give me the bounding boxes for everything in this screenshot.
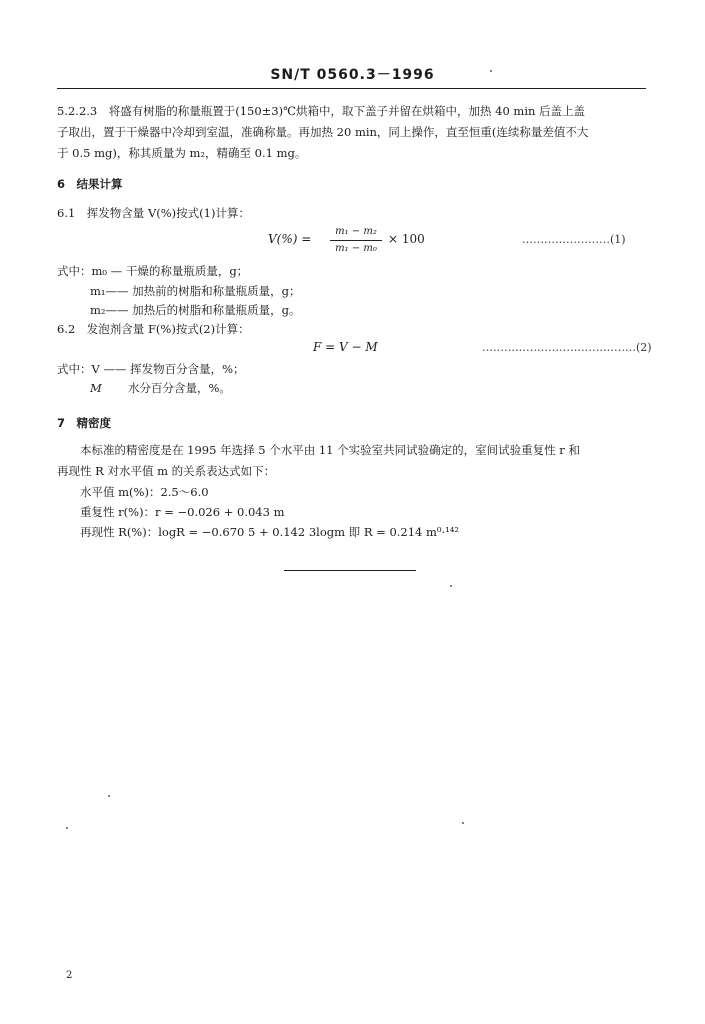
eq2-expression: F = V − M (313, 340, 378, 354)
where2-M-desc: 水分百分含量，%。 (128, 381, 231, 395)
scan-speck (108, 795, 110, 797)
precision-line1: 本标准的精密度是在 1995 年选择 5 个水平由 11 个实验室共同试验确定的，室间试验重复性 r 和 (80, 443, 580, 457)
section-7-title: 7 精密度 (57, 416, 112, 430)
precision-repeatability: 重复性 r(%)：r = −0.026 + 0.043 m (80, 505, 285, 519)
eq1-rhs: × 100 (388, 232, 425, 246)
eq2-number: ……………………………………(2) (482, 341, 652, 354)
clause-5-2-2-3-line3: 于 0.5 mg)，称其质量为 m₂，精确至 0.1 mg。 (57, 146, 307, 160)
header-rule (57, 88, 646, 89)
page-number: 2 (66, 970, 73, 981)
where1-m1: m₁—— 加热前的树脂和称量瓶质量，g； (90, 284, 301, 298)
scan-speck (66, 827, 68, 829)
where2-M-symbol: M (90, 381, 102, 395)
eq1-lhs: V(%) = (268, 232, 312, 246)
clause-5-2-2-3-line1: 5.2.2.3 将盛有树脂的称量瓶置于(150±3)℃烘箱中，取下盖子并留在烘箱中，加热 40 min 后盖上盖 (57, 104, 586, 118)
scan-speck (450, 585, 452, 587)
clause-6-2: 6.2 发泡剂含量 F(%)按式(2)计算： (57, 322, 250, 336)
eq1-denominator: m₁ − m₀ (335, 243, 377, 254)
clause-5-2-2-3-line2: 子取出，置于干燥器中冷却到室温，准确称量。再加热 20 min，同上操作，直至恒重(连续称量差值不大 (57, 125, 589, 139)
section-6-title: 6 结果计算 (57, 177, 123, 191)
clause-6-1: 6.1 挥发物含量 V(%)按式(1)计算： (57, 206, 250, 220)
scan-speck (462, 822, 464, 824)
where1-m2: m₂—— 加热后的树脂和称量瓶质量，g。 (90, 303, 301, 317)
eq1-fraction-bar (330, 240, 382, 241)
precision-level: 水平值 m(%)：2.5～6.0 (80, 485, 209, 499)
eq1-number: ……………………(1) (522, 233, 626, 246)
precision-reproducibility: 再现性 R(%)：logR = −0.670 5 + 0.142 3logm 即 R = 0.214 m⁰·¹⁴² (80, 525, 460, 539)
eq1-numerator: m₁ − m₂ (335, 226, 377, 237)
where1-m0: 式中：m₀ — 干燥的称量瓶质量，g； (57, 264, 249, 278)
page-header: SN/T 0560.3－1996 (270, 67, 435, 83)
precision-line2: 再现性 R 对水平值 m 的关系表达式如下： (57, 464, 276, 478)
end-rule (284, 570, 416, 571)
where2-V: 式中：V —— 挥发物百分含量，%； (57, 362, 245, 376)
scan-speck (490, 70, 492, 72)
